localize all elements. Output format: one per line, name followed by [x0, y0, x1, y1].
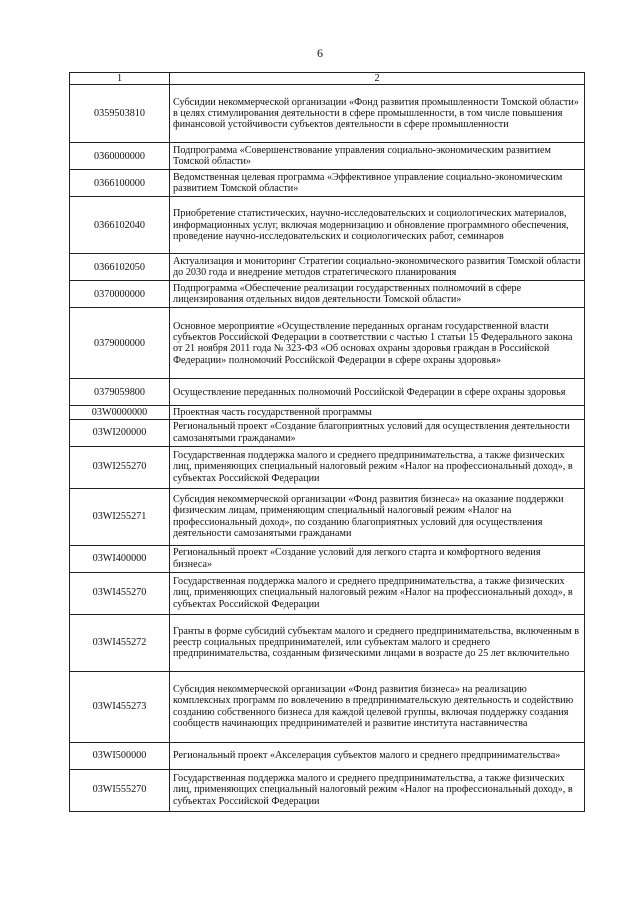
row-code: 0379059800 [70, 379, 170, 406]
row-name: Субсидия некоммерческой организации «Фонд развития бизнеса» на оказание поддержки физическим лицам, применяющим специальный налоговый режим «Налог на профессиональный доход», по созданию благоприятных условий для осуществления деятельности самозанятыми гражданами [170, 488, 585, 545]
table-row [70, 742, 585, 769]
row-name: Приобретение статистических, научно-исследовательских и социологических материалов, информационных услуг, включая модернизацию и обновление программного обеспечения, проведение научно-исследовательских и социологических работ, семинаров [170, 197, 585, 254]
row-code: 0370000000 [70, 281, 170, 308]
row-name: Региональный проект «Создание благоприятных условий для осуществления деятельности самозанятыми гражданами» [170, 419, 585, 446]
row-code: 03WI255270 [70, 446, 170, 488]
row-code: 0366102050 [70, 254, 170, 281]
row-name: Проектная часть государственной программы [170, 406, 585, 419]
row-code: 0366100000 [70, 170, 170, 197]
row-code: 03WI455273 [70, 671, 170, 742]
table-row [70, 254, 585, 281]
row-code: 03WI455270 [70, 572, 170, 614]
table-header-row [70, 73, 585, 85]
row-code: 0366102040 [70, 197, 170, 254]
row-code: 0360000000 [70, 143, 170, 170]
row-name: Субсидия некоммерческой организации «Фонд развития бизнеса» на реализацию комплексных программ по вовлечению в предпринимательскую деятельность и содействию созданию собственного бизнеса для каждой целевой группы, включая поддержку создания сообществ начинающих предпринимателей и развитие института наставничества [170, 671, 585, 742]
table-row [70, 379, 585, 406]
table-row [70, 406, 585, 419]
row-code: 03WI200000 [70, 419, 170, 446]
row-name: Государственная поддержка малого и среднего предпринимательства, а также физических лиц, применяющих специальный налоговый режим «Налог на профессиональный доход», в субъектах Российской Федерации [170, 769, 585, 811]
table-row [70, 769, 585, 811]
row-code: 0379000000 [70, 308, 170, 379]
row-name: Подпрограмма «Обеспечение реализации государственных полномочий в сфере лицензирования отдельных видов деятельности Томской области» [170, 281, 585, 308]
row-code: 03WI555270 [70, 769, 170, 811]
row-code: 03WI400000 [70, 545, 170, 572]
table-row [70, 614, 585, 671]
row-code: 03WI255271 [70, 488, 170, 545]
row-name: Подпрограмма «Совершенствование управления социально-экономическим развитием Томской области» [170, 143, 585, 170]
row-name: Государственная поддержка малого и среднего предпринимательства, а также физических лиц, применяющих специальный налоговый режим «Налог на профессиональный доход», в субъектах Российской Федерации [170, 572, 585, 614]
row-name: Гранты в форме субсидий субъектам малого и среднего предпринимательства, включенным в реестр социальных предпринимателей, или субъектам малого и среднего предпринимательства, созданным физическими лицами в возрасте до 25 лет включительно [170, 614, 585, 671]
table-row [70, 308, 585, 379]
row-code: 03WI500000 [70, 742, 170, 769]
column-header-name: 2 [170, 73, 585, 85]
table-row [70, 671, 585, 742]
table-row [70, 545, 585, 572]
row-name: Основное мероприятие «Осуществление переданных органам государственной власти субъектов Российской Федерации в соответствии с частью 1 статьи 15 Федерального закона от 21 ноября 2011 года № 323-ФЗ «Об основах охраны здоровья граждан в Российской Федерации» полномочий Российской Федерации в сфере охраны здоровья» [170, 308, 585, 379]
row-name: Региональный проект «Создание условий для легкого старта и комфортного ведения бизнеса» [170, 545, 585, 572]
table-row [70, 488, 585, 545]
table-row [70, 143, 585, 170]
row-name: Актуализация и мониторинг Стратегии социально-экономического развития Томской области до 2030 года и внедрение методов стратегического планирования [170, 254, 585, 281]
row-name: Субсидии некоммерческой организации «Фонд развития промышленности Томской области» в целях стимулирования деятельности в сфере промышленности, в том числе повышения финансовой устойчивости субъектов деятельности в сфере промышленности [170, 85, 585, 143]
table-row [70, 419, 585, 446]
table-row [70, 170, 585, 197]
column-header-code: 1 [70, 73, 170, 85]
row-name: Региональный проект «Акселерация субъектов малого и среднего предпринимательства» [170, 742, 585, 769]
table-row [70, 197, 585, 254]
row-code: 03W0000000 [70, 406, 170, 419]
row-name: Осуществление переданных полномочий Российской Федерации в сфере охраны здоровья [170, 379, 585, 406]
budget-classification-table [69, 72, 585, 812]
row-code: 0359503810 [70, 85, 170, 143]
page-number: 6 [317, 46, 323, 60]
row-code: 03WI455272 [70, 614, 170, 671]
row-name: Ведомственная целевая программа «Эффективное управление социально-экономическим развитием Томской области» [170, 170, 585, 197]
row-name: Государственная поддержка малого и среднего предпринимательства, а также физических лиц, применяющих специальный налоговый режим «Налог на профессиональный доход», в субъектах Российской Федерации [170, 446, 585, 488]
table-row [70, 281, 585, 308]
table-row [70, 85, 585, 143]
table-row [70, 446, 585, 488]
table-row [70, 572, 585, 614]
